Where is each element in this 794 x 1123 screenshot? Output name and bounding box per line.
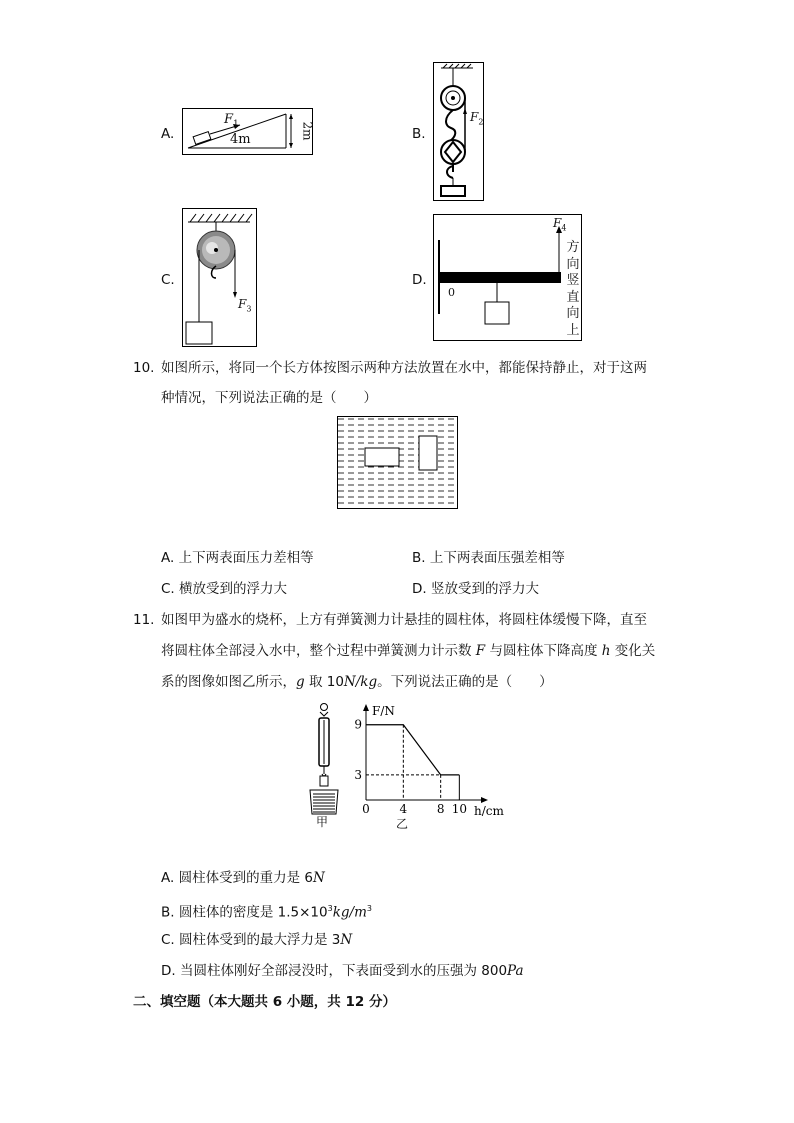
q11-option-d: D. 当圆柱体刚好全部浸没时，下表面受到水的压强为 800Pa	[161, 963, 524, 979]
q9-option-c-letter: C.	[161, 272, 175, 288]
x-tick-label: 0	[362, 802, 370, 816]
q9d-vertical-text: 方 向 竖 直 向 上	[566, 240, 580, 338]
series-line	[366, 725, 459, 775]
q11-label-jia: 甲	[316, 815, 329, 829]
x-tick-label: 8	[436, 802, 445, 816]
q9a-force-label: $F_1$	[224, 112, 239, 130]
q9a-length-label: 4m	[230, 132, 251, 147]
x-axis-label: h/cm	[474, 804, 504, 818]
q10-stem-line2: 种情况，下列说法正确的是（ ）	[161, 390, 377, 406]
q10-number: 10.	[133, 360, 155, 376]
q10-option-c: C. 横放受到的浮力大	[161, 581, 288, 597]
q11-stem-line3: 系的图像如图乙所示，g 取 10N/kg。下列说法正确的是（ ）	[161, 674, 553, 690]
y-tick-label: 3	[354, 767, 362, 782]
f-h-line-chart	[350, 700, 504, 830]
chart-series	[366, 725, 459, 775]
q9c-force-label: $F_3$	[238, 297, 252, 314]
q10-figure-water-tank	[337, 416, 459, 510]
q9-option-b-letter: B.	[412, 126, 426, 142]
q11-option-c: C. 圆柱体受到的最大浮力是 3N	[161, 932, 353, 948]
q9-figure-d-lever	[433, 214, 583, 342]
q9-figure-b-pulley-system	[433, 62, 485, 202]
q11-stem-line1: 如图甲为盛水的烧杯，上方有弹簧测力计悬挂的圆柱体，将圆柱体缓慢下降，直至	[161, 612, 647, 628]
x-tick-label: 4	[399, 802, 408, 816]
q11-stem-line2: 将圆柱体全部浸入水中，整个过程中弹簧测力计示数 F 与圆柱体下降高度 h 变化关	[161, 643, 656, 659]
q9b-force-label: $F_2$	[470, 110, 484, 127]
y-tick-label: 9	[354, 717, 362, 732]
q11-label-yi: 乙	[396, 817, 409, 831]
x-tick-label: 10	[451, 802, 467, 816]
q10-option-a: A. 上下两表面压力差相等	[161, 550, 314, 566]
q11-figure-yi-chart	[350, 700, 504, 830]
y-axis-label: F/N	[372, 704, 395, 718]
q11-number: 11.	[133, 612, 155, 628]
y-axis-arrow	[363, 704, 369, 711]
q10-option-b: B. 上下两表面压强差相等	[412, 550, 565, 566]
q11-figure-jia-spring-scale	[306, 702, 346, 828]
x-axis-arrow	[481, 797, 488, 803]
section-2-heading: 二、填空题（本大题共 6 小题，共 12 分）	[133, 994, 397, 1010]
q10-option-d: D. 竖放受到的浮力大	[412, 581, 539, 597]
q9d-pivot-zero: 0	[448, 286, 455, 299]
q9d-force-label: $F_4$	[553, 216, 567, 233]
q11-option-b: B. 圆柱体的密度是 $1.5\times 10^3kg/m^3$	[161, 904, 372, 921]
q9-option-a-letter: A.	[161, 126, 175, 142]
chart-axes	[363, 704, 488, 803]
q9-figure-c-pulley	[182, 208, 258, 348]
chart-guides	[366, 725, 459, 800]
q11-option-a: A. 圆柱体受到的重力是 6N	[161, 870, 325, 886]
q9-option-d-letter: D.	[412, 272, 427, 288]
q10-stem-line1: 如图所示，将同一个长方体按图示两种方法放置在水中，都能保持静止，对于这两	[161, 360, 647, 376]
q9a-height-label: 2m	[300, 121, 315, 141]
